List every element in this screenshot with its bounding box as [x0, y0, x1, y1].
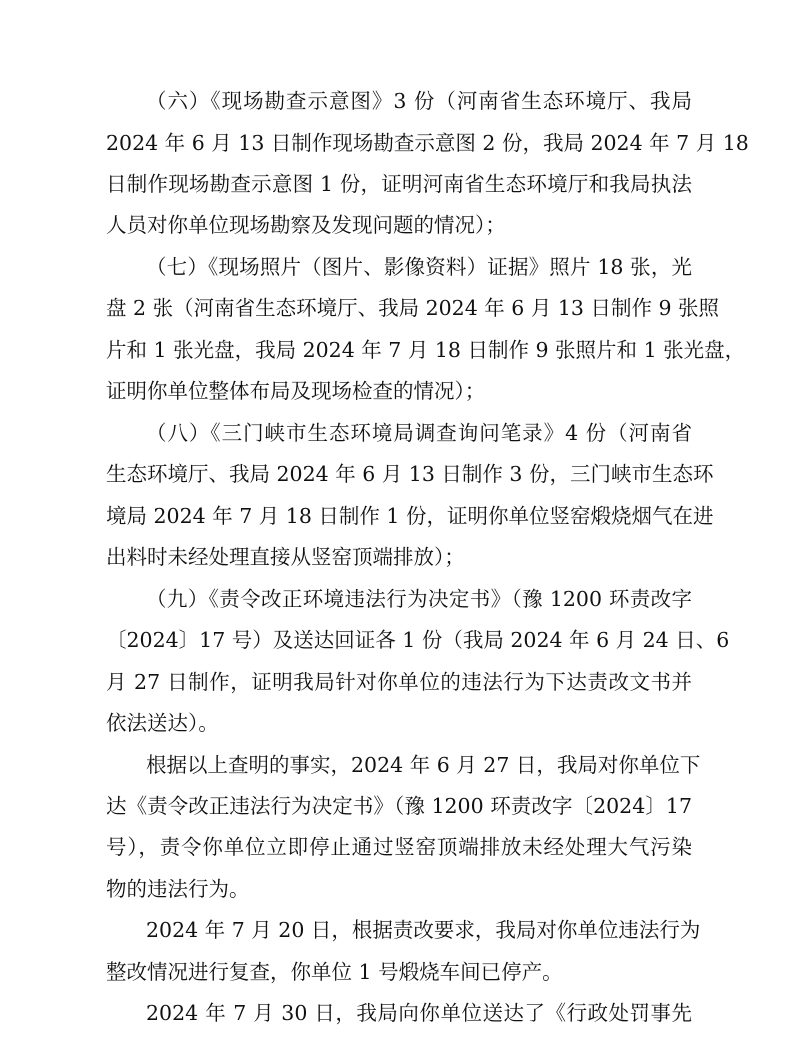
paragraph-8-line-4: 出料时未经处理直接从竖窑顶端排放）； — [106, 545, 465, 569]
review-line-2: 整改情况进行复查，你单位 1 号煅烧车间已停产。 — [106, 960, 563, 984]
paragraph-6-line-1: （六）《现场勘查示意图》3 份（河南省生态环境厅、我局 — [146, 89, 692, 113]
paragraph-8-line-2: 生态环境厅、我局 2024 年 6 月 13 日制作 3 份，三门峡市生态环 — [106, 462, 714, 486]
paragraph-7-line-4: 证明你单位整体布局及现场检查的情况）； — [106, 379, 486, 403]
findings-line-2: 达《责令改正违法行为决定书》（豫 1200 环责改字〔2024〕17 — [106, 794, 692, 818]
findings-line-4: 物的违法行为。 — [106, 877, 250, 901]
paragraph-7-line-1: （七）《现场照片（图片、影像资料）证据》照片 18 张，光 — [146, 255, 692, 279]
paragraph-9-line-4: 依法送达）。 — [106, 711, 219, 735]
paragraph-6-line-2: 2024 年 6 月 13 日制作现场勘查示意图 2 份，我局 2024 年 7 月 18 — [106, 131, 749, 155]
paragraph-7-line-3: 片和 1 张光盘，我局 2024 年 7 月 18 日制作 9 张照片和 1 张光盘， — [106, 338, 746, 362]
paragraph-9-line-1: （九）《责令改正环境违法行为决定书》（豫 1200 环责改字 — [146, 587, 692, 611]
findings-line-3: 号），责令你单位立即停止通过竖窑顶端排放未经处理大气污染 — [106, 835, 692, 859]
paragraph-6-line-4: 人员对你单位现场勘察及发现问题的情况）； — [106, 213, 506, 237]
paragraph-8-line-3: 境局 2024 年 7 月 18 日制作 1 份，证明你单位竖窑煅烧烟气在进 — [106, 504, 714, 528]
paragraph-9-line-2: 〔2024〕17 号）及送达回证各 1 份（我局 2024 年 6 月 24 日、6 — [106, 628, 730, 652]
notice-line-1: 2024 年 7 月 30 日，我局向你单位送达了《行政处罚事先 — [146, 1001, 692, 1025]
paragraph-7-line-2: 盘 2 张（河南省生态环境厅、我局 2024 年 6 月 13 日制作 9 张照 — [106, 296, 720, 320]
review-line-1: 2024 年 7 月 20 日，根据责改要求，我局对你单位违法行为 — [146, 918, 701, 942]
paragraph-9-line-3: 月 27 日制作，证明我局针对你单位的违法行为下达责改文书并 — [106, 670, 692, 694]
paragraph-6-line-3: 日制作现场勘查示意图 1 份，证明河南省生态环境厅和我局执法 — [106, 172, 692, 196]
findings-line-1: 根据以上查明的事实，2024 年 6 月 27 日，我局对你单位下 — [146, 753, 701, 777]
paragraph-8-line-1: （八）《三门峡市生态环境局调查询问笔录》4 份（河南省 — [146, 421, 692, 445]
